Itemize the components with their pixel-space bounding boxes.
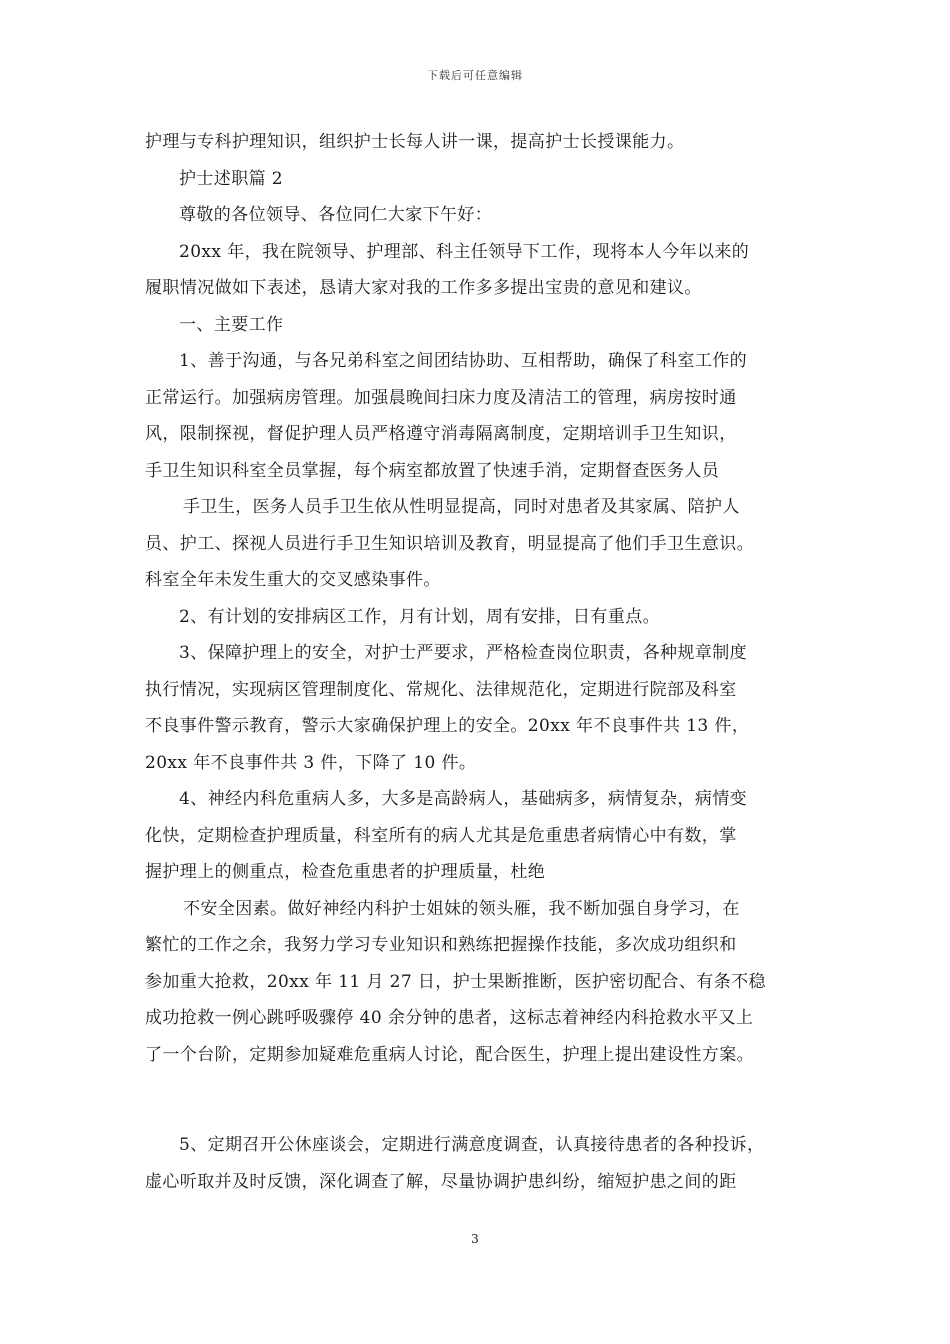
text-line: 5、定期召开公休座谈会，定期进行满意度调查，认真接待患者的各种投诉，: [179, 1135, 765, 1155]
text-line: 握护理上的侧重点，检查危重患者的护理质量，杜绝: [145, 862, 546, 882]
text-line: 正常运行。加强病房管理。加强晨晚间扫床力度及清洁工的管理，病房按时通: [145, 387, 737, 408]
text-line: 化快，定期检查护理质量，科室所有的病人尤其是危重患者病情心中有数，掌: [145, 825, 737, 846]
text-line: 尊敬的各位领导、各位同仁大家下午好：: [179, 205, 493, 225]
text-line: 20xx 年，我在院领导、护理部、科主任领导下工作，现将本人今年以来的: [179, 241, 750, 262]
text-line: 了一个台阶，定期参加疑难危重病人讨论，配合医生，护理上提出建设性方案。: [145, 1044, 754, 1065]
section-heading: 护士述职篇 2: [179, 168, 284, 189]
page-header: 下载后可任意编辑: [427, 69, 523, 82]
text-line: 执行情况，实现病区管理制度化、常规化、法律规范化，定期进行院部及科室: [145, 679, 737, 700]
text-line: 参加重大抢救，20xx 年 11 月 27 日，护士果断推断，医护密切配合、有条不稳: [145, 971, 766, 992]
text-line: 3、保障护理上的安全，对护士严要求，严格检查岗位职责，各种规章制度: [179, 643, 748, 663]
text-line: 成功抢救一例心跳呼吸骤停 40 余分钟的患者，这标志着神经内科抢救水平又上: [145, 1008, 754, 1028]
text-line: 2、有计划的安排病区工作，月有计划，周有安排，日有重点。: [179, 606, 661, 627]
text-line: 4、神经内科危重病人多，大多是高龄病人，基础病多，病情复杂，病情变: [179, 789, 748, 809]
text-line: 1、善于沟通，与各兄弟科室之间团结协助、互相帮助，确保了科室工作的: [179, 351, 748, 371]
text-line: 不良事件警示教育，警示大家确保护理上的安全。20xx 年不良事件共 13 件，: [145, 716, 750, 736]
text-line: 繁忙的工作之余，我努力学习专业知识和熟练把握操作技能，多次成功组织和: [145, 935, 737, 955]
paragraph-gap: [145, 1073, 825, 1127]
text-line: 风，限制探视，督促护理人员严格遵守消毒隔离制度，定期培训手卫生知识，: [145, 424, 737, 444]
text-line: 员、护工、探视人员进行手卫生知识培训及教育，明显提高了他们手卫生意识。: [145, 533, 754, 554]
text-line: 手卫生，医务人员手卫生依从性明显提高，同时对患者及其家属、陪护人: [183, 497, 740, 517]
text-line: 履职情况做如下表述，恳请大家对我的工作多多提出宝贵的意见和建议。: [145, 278, 702, 298]
document-body: [145, 124, 825, 1200]
page-number: 3: [471, 1232, 479, 1246]
text-line: 科室全年未发生重大的交叉感染事件。: [145, 570, 441, 590]
text-line: 20xx 年不良事件共 3 件，下降了 10 件。: [145, 752, 477, 773]
section-heading: 一、主要工作: [179, 314, 284, 335]
text-line: 护理与专科护理知识，组织护士长每人讲一课，提高护士长授课能力。: [145, 132, 685, 152]
text-line: 手卫生知识科室全员掌握，每个病室都放置了快速手消，定期督查医务人员: [145, 460, 720, 481]
text-line: 虚心听取并及时反馈，深化调查了解，尽量协调护患纠纷，缩短护患之间的距: [145, 1171, 737, 1192]
text-line: 不安全因素。做好神经内科护士姐妹的领头雁，我不断加强自身学习，在: [183, 898, 740, 919]
